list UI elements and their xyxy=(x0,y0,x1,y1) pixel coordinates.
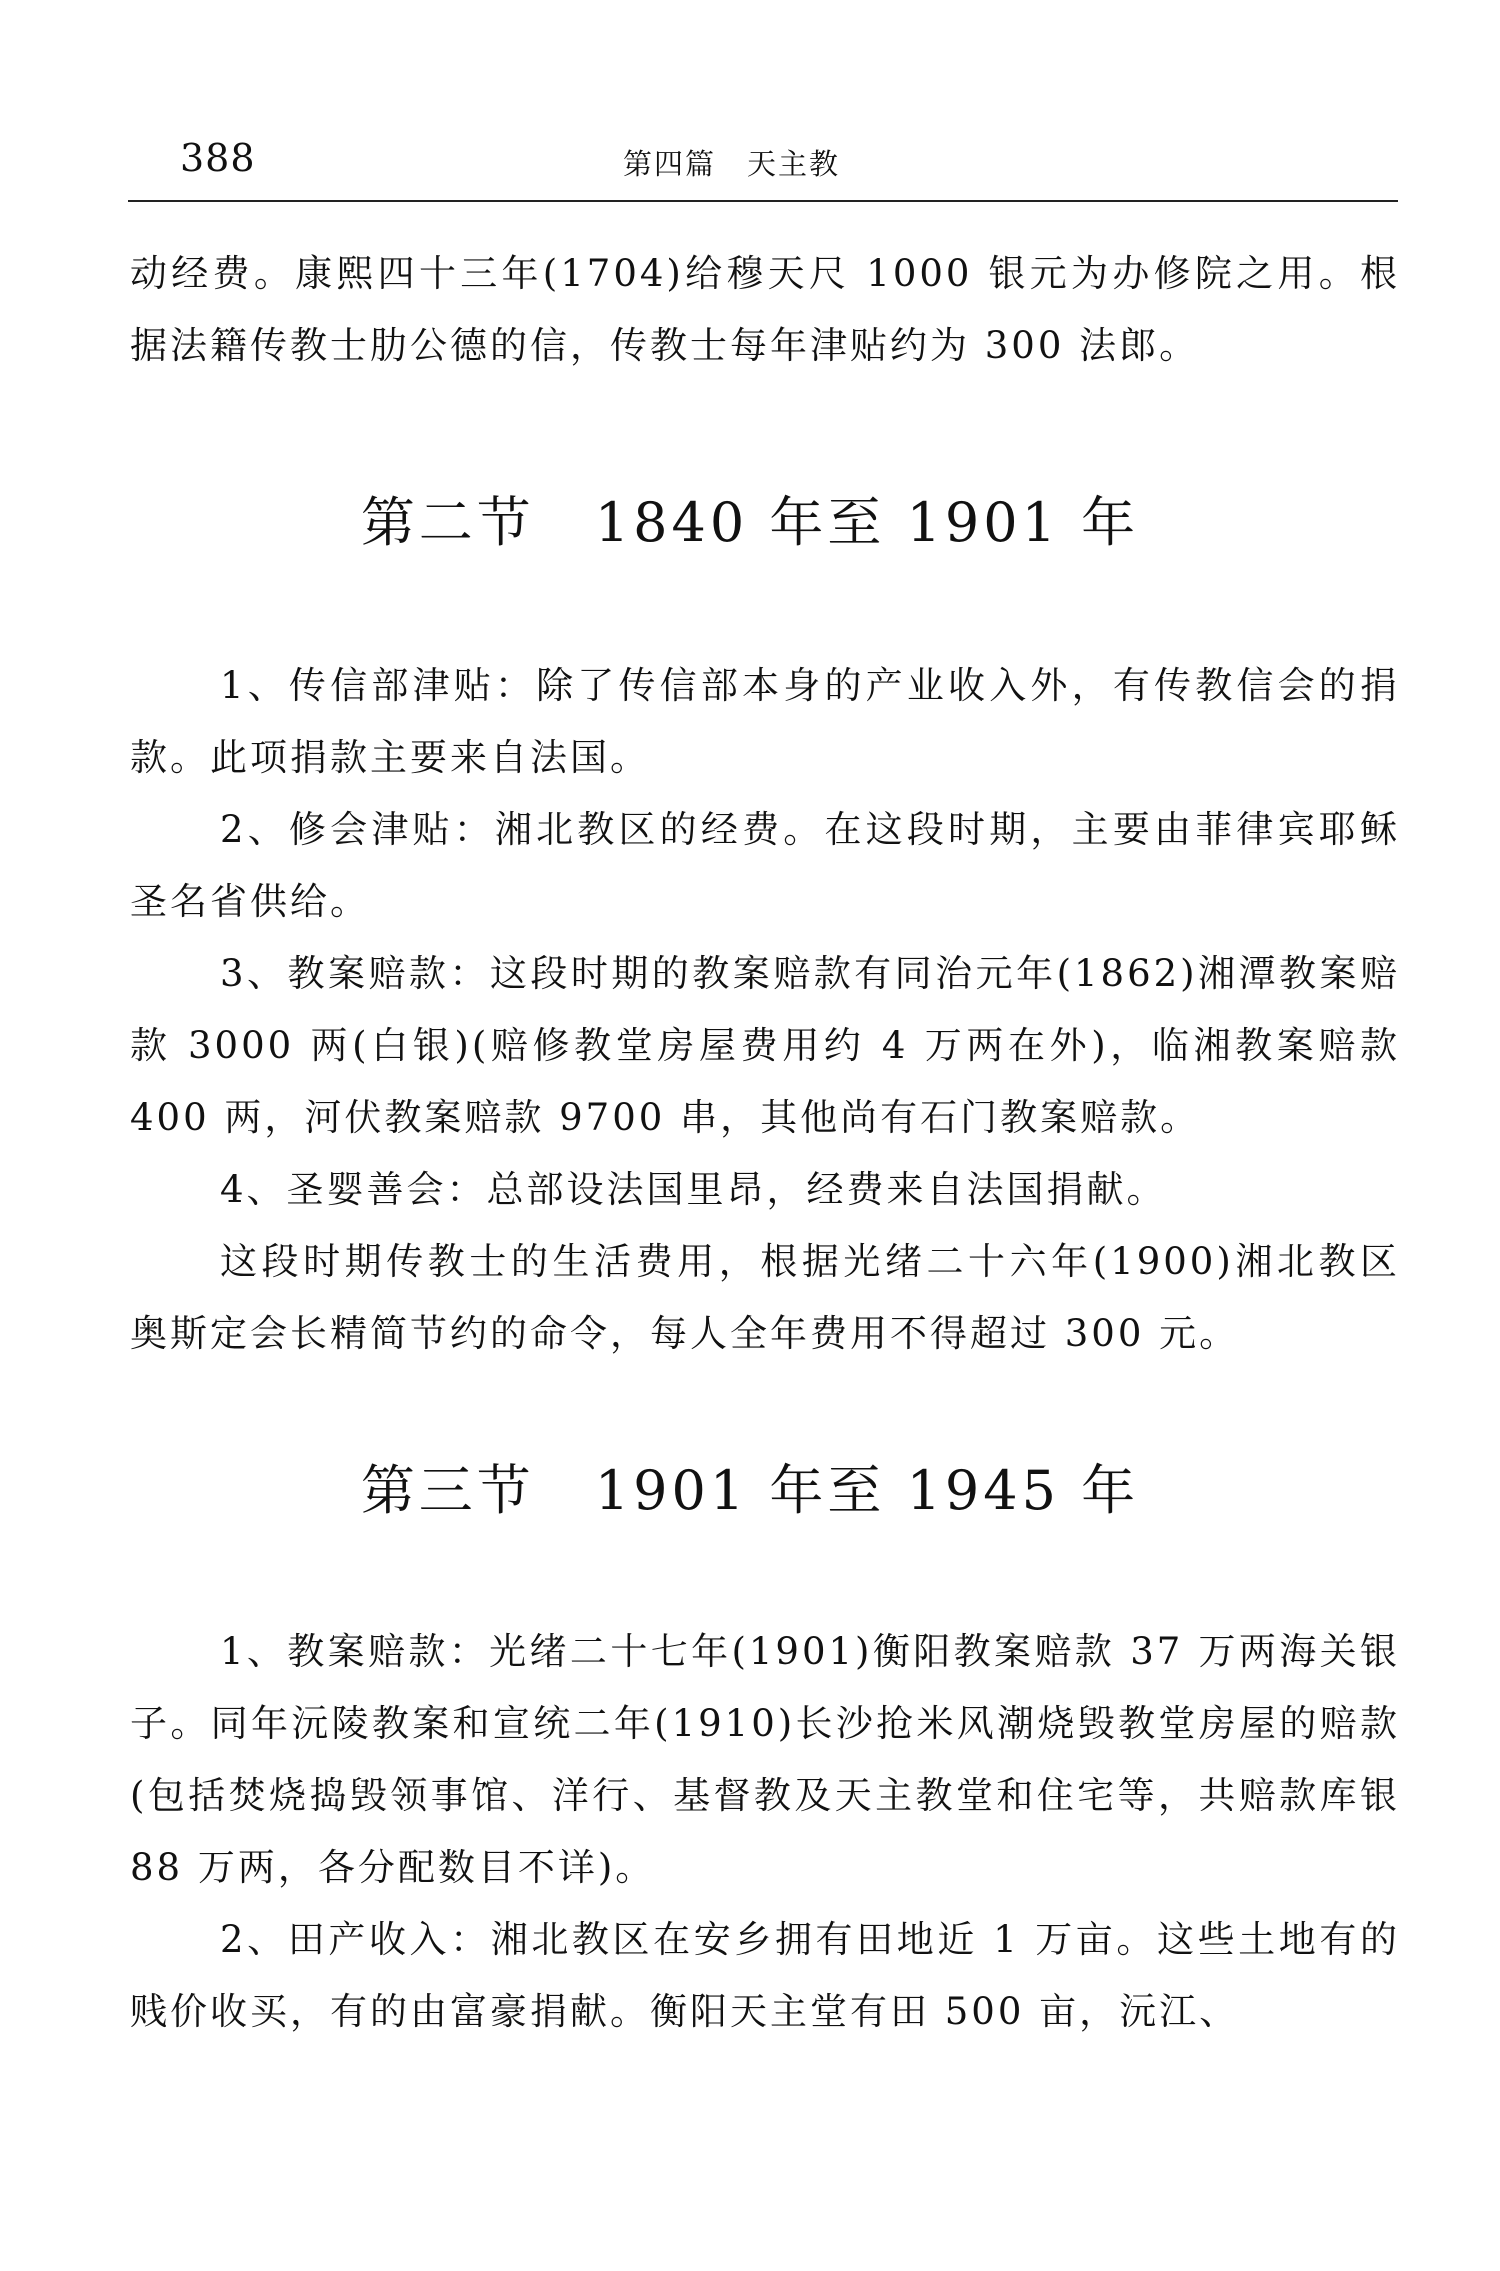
section-2-paragraph-3: 3、教案赔款：这段时期的教案赔款有同治元年(1862)湘潭教案赔款 3000 两(白银)(赔修教堂房屋费用约 4 万两在外)，临湘教案赔款 400 两，河伏教案赔款 9700 串，其他尚有石门教案赔款。 xyxy=(130,952,1400,1139)
section-3-label: 第三节 xyxy=(360,1459,535,1522)
section-2-range: 1840 年至 1901 年 xyxy=(594,491,1140,554)
section-3-paragraph-1: 1、教案赔款：光绪二十七年(1901)衡阳教案赔款 37 万两海关银子。同年沅陵教案和宣统二年(1910)长沙抢米风潮烧毁教堂房屋的赔款(包括焚烧捣毁领事馆、洋行、基督教及天主教堂和住宅等，共赔款库银 88 万两，各分配数目不详)。 xyxy=(130,1630,1400,1889)
section-2-paragraph-4: 4、圣婴善会：总部设法国里昂，经费来自法国捐献。 xyxy=(220,1168,1167,1211)
page-header xyxy=(128,128,1398,200)
header-rule xyxy=(128,200,1398,202)
intro-paragraph: 动经费。康熙四十三年(1704)给穆天尺 1000 银元为办修院之用。根据法籍传教士肋公德的信，传教士每年津贴约为 300 法郎。 xyxy=(130,252,1400,367)
section-2-paragraph-5: 这段时期传教士的生活费用，根据光绪二十六年(1900)湘北教区奥斯定会长精简节约的命令，每人全年费用不得超过 300 元。 xyxy=(130,1240,1400,1355)
page-number: 388 xyxy=(180,136,256,180)
section-3-paragraph-2: 2、田产收入：湘北教区在安乡拥有田地近 1 万亩。这些土地有的贱价收买，有的由富豪捐献。衡阳天主堂有田 500 亩，沅江、 xyxy=(130,1918,1400,2033)
section-2-title xyxy=(0,480,1500,557)
running-head: 第四篇 天主教 xyxy=(623,147,841,181)
section-3-range: 1901 年至 1945 年 xyxy=(594,1459,1140,1522)
section-2-paragraph-1: 1、传信部津贴：除了传信部本身的产业收入外，有传教信会的捐款。此项捐款主要来自法国。 xyxy=(130,664,1400,779)
section-2-label: 第二节 xyxy=(360,491,535,554)
section-3-title xyxy=(0,1448,1500,1525)
section-2-paragraph-2: 2、修会津贴：湘北教区的经费。在这段时期，主要由菲律宾耶稣圣名省供给。 xyxy=(130,808,1400,923)
